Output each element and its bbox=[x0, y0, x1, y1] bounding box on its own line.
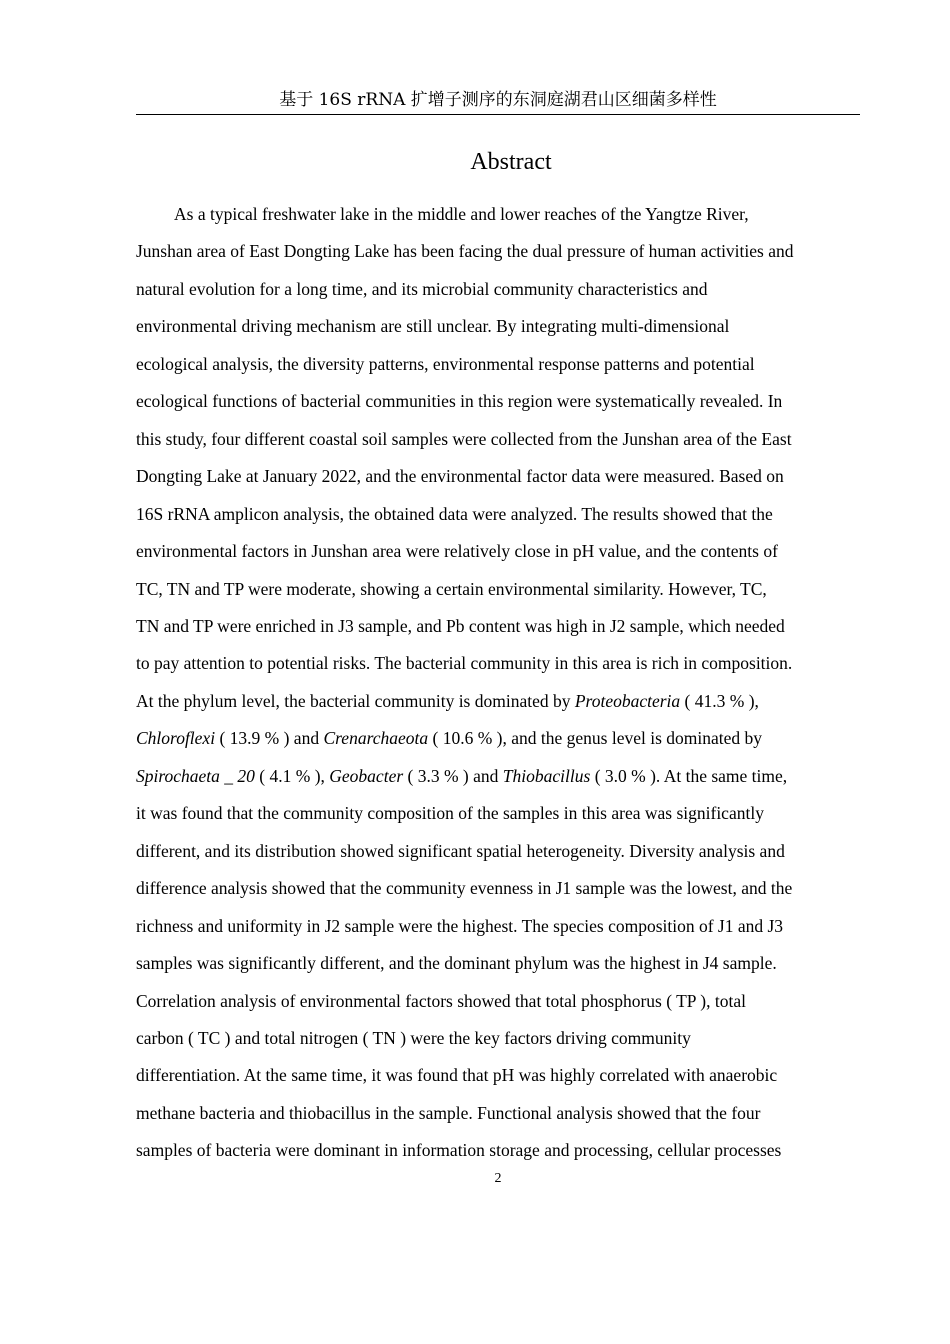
taxon-name: Thiobacillus bbox=[502, 765, 591, 786]
taxon-name: Spirochaeta _ 20 bbox=[136, 765, 255, 786]
taxon-name: Geobacter bbox=[329, 765, 404, 786]
abstract-line: it was found that the community composition of the samples in this area was significantly bbox=[136, 803, 764, 824]
abstract-line: samples of bacteria were dominant in information storage and processing, cellular processes bbox=[136, 1140, 782, 1161]
abstract-line bbox=[136, 758, 860, 795]
line-text: ( 4.1 % ), bbox=[254, 765, 330, 786]
abstract-line: TN and TP were enriched in J3 sample, and Pb content was high in J2 sample, which needed bbox=[136, 615, 785, 636]
abstract-line: carbon ( TC ) and total nitrogen ( TN ) were the key factors driving community bbox=[136, 1027, 691, 1048]
abstract-line: natural evolution for a long time, and its microbial community characteristics and bbox=[136, 278, 708, 299]
abstract-line bbox=[136, 683, 860, 720]
abstract-line: TC, TN and TP were moderate, showing a certain environmental similarity. However, TC, bbox=[136, 578, 767, 599]
abstract-line: environmental factors in Junshan area were relatively close in pH value, and the contents of bbox=[136, 541, 778, 562]
line-text: ( 13.9 % ) and bbox=[215, 728, 324, 749]
abstract-line: Junshan area of East Dongting Lake has been facing the dual pressure of human activities and bbox=[136, 241, 794, 262]
abstract-line: samples was significantly different, and the dominant phylum was the highest in J4 sample. bbox=[136, 953, 777, 974]
line-text: At the phylum level, the bacterial community is dominated by bbox=[136, 690, 575, 711]
abstract-line: differentiation. At the same time, it was found that pH was highly correlated with anaerobic bbox=[136, 1065, 778, 1086]
abstract-line: ecological analysis, the diversity patterns, environmental response patterns and potential bbox=[136, 353, 755, 374]
abstract-line: Dongting Lake at January 2022, and the environmental factor data were measured. Based on bbox=[136, 466, 784, 487]
abstract-line: difference analysis showed that the community evenness in J1 sample was the lowest, and the bbox=[136, 878, 793, 899]
line-text: ( 3.0 % ). At the same time, bbox=[590, 765, 788, 786]
abstract-line: 16S rRNA amplicon analysis, the obtained data were analyzed. The results showed that the bbox=[136, 503, 773, 524]
abstract-line: Correlation analysis of environmental factors showed that total phosphorus ( TP ), total bbox=[136, 990, 746, 1011]
line-text: ( 10.6 % ), and the genus level is dominated by bbox=[428, 728, 763, 749]
running-header: 基于 16S rRNA 扩增子测序的东洞庭湖君山区细菌多样性 bbox=[279, 90, 717, 110]
abstract-body bbox=[136, 196, 860, 1170]
abstract-line: different, and its distribution showed significant spatial heterogeneity. Diversity analysis and bbox=[136, 840, 785, 861]
page-number: 2 bbox=[494, 1171, 502, 1186]
abstract-line: richness and uniformity in J2 sample were the highest. The species composition of J1 and J3 bbox=[136, 915, 784, 936]
abstract-line: methane bacteria and thiobacillus in the sample. Functional analysis showed that the four bbox=[136, 1102, 761, 1123]
abstract-line: ecological functions of bacterial communities in this region were systematically revealed. In bbox=[136, 391, 783, 412]
taxon-name: Chloroflexi bbox=[136, 728, 216, 749]
abstract-line: this study, four different coastal soil samples were collected from the Junshan area of the East bbox=[136, 428, 792, 449]
line-text: ( 3.3 % ) and bbox=[403, 765, 503, 786]
abstract-line bbox=[136, 720, 860, 757]
abstract-line: to pay attention to potential risks. The bacterial community in this area is rich in composition. bbox=[136, 653, 793, 674]
taxon-name: Crenarchaeota bbox=[323, 728, 429, 749]
abstract-line: As a typical freshwater lake in the middle and lower reaches of the Yangtze River, bbox=[174, 204, 749, 224]
abstract-line: environmental driving mechanism are still unclear. By integrating multi-dimensional bbox=[136, 316, 730, 337]
abstract-title: Abstract bbox=[470, 149, 552, 175]
header-rule bbox=[136, 114, 860, 115]
line-text: ( 41.3 % ), bbox=[680, 690, 759, 711]
taxon-name: Proteobacteria bbox=[574, 690, 681, 711]
